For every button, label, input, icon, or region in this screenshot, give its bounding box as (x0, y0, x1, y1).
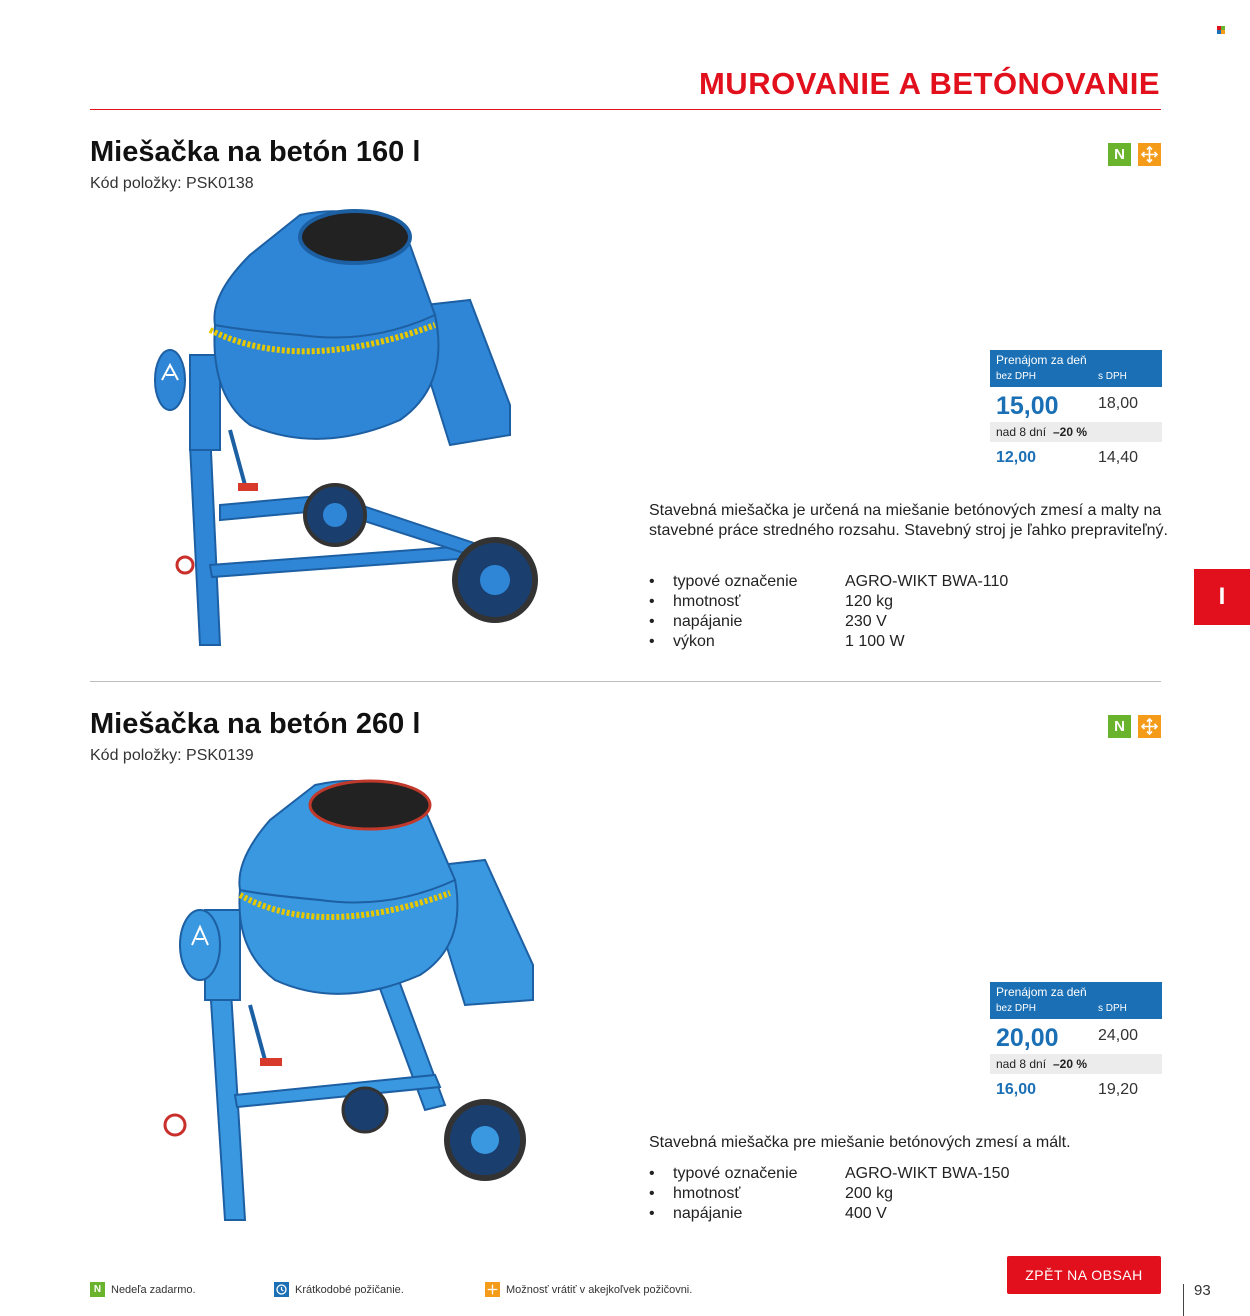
price-table (990, 982, 1162, 1104)
back-to-contents-button[interactable]: ZPĚT NA OBSAH (1007, 1256, 1161, 1294)
discounted-price-vat: 14,40 (1098, 449, 1139, 466)
price-header (990, 350, 1162, 387)
product-description: Stavebná miešačka pre miešanie betónových zmesí a mált. (649, 1134, 1071, 1151)
daily-price-vat: 24,00 (1098, 1027, 1139, 1044)
product-code: Kód položky: PSK0138 (90, 175, 254, 192)
discount-value: –20 % (1053, 1057, 1088, 1071)
section-title: MUROVANIE A BETÓNOVANIE (698, 66, 1160, 101)
discounted-price: 16,00 (996, 1081, 1037, 1098)
price-table (990, 350, 1162, 472)
price-col-with-vat: s DPH (1098, 1003, 1127, 1014)
spec-list (649, 573, 1069, 653)
spec-key: napájanie (673, 613, 743, 630)
chapter-tab[interactable]: I (1194, 569, 1250, 625)
price-header (990, 982, 1162, 1019)
bullet: • (649, 1185, 655, 1202)
page-number-divider (1183, 1284, 1184, 1316)
spec-row (649, 1165, 1069, 1185)
legend-sunday-free (90, 1282, 196, 1297)
bullet: • (649, 613, 655, 630)
price-header-label: Prenájom za deň (996, 985, 1087, 999)
daily-price: 20,00 (996, 1024, 1059, 1052)
spec-row (649, 613, 1069, 633)
daily-price: 15,00 (996, 392, 1059, 420)
spec-value: 120 kg (845, 593, 894, 610)
price-col-without-vat: bez DPH (996, 371, 1037, 382)
spec-key: napájanie (673, 1205, 743, 1222)
sunday-free-badge: N (1108, 143, 1131, 166)
product-divider (90, 681, 1161, 682)
discounted-price: 12,00 (996, 449, 1037, 466)
discount-label: nad 8 dní (996, 1057, 1047, 1071)
spec-key: výkon (673, 633, 715, 650)
spec-value: 200 kg (845, 1185, 894, 1202)
spec-value: 1 100 W (845, 633, 905, 650)
legend-short-term (274, 1282, 404, 1297)
corner-logo-mark (1217, 26, 1225, 34)
price-col-without-vat: bez DPH (996, 1003, 1037, 1014)
spec-value: 230 V (845, 613, 887, 630)
spec-row (649, 593, 1069, 613)
legend-label: Možnosť vrátiť v akejkoľvek požičovni. (506, 1283, 693, 1296)
legend-label: Krátkodobé požičanie. (295, 1283, 404, 1296)
spec-key: hmotnosť (673, 1185, 741, 1202)
spec-value: AGRO-WIKT BWA-150 (845, 1165, 1010, 1182)
product-title: Miešačka na betón 160 l (90, 136, 421, 168)
sunday-free-badge: N (1108, 715, 1131, 738)
price-header-label: Prenájom za deň (996, 353, 1087, 367)
spec-key: typové označenie (673, 1165, 798, 1182)
return-anywhere-icon (1138, 715, 1161, 738)
product-title: Miešačka na betón 260 l (90, 708, 421, 740)
legend-return-anywhere (485, 1282, 692, 1297)
spec-row (649, 573, 1069, 593)
discounted-price-vat: 19,20 (1098, 1081, 1139, 1098)
sunday-free-icon: N (90, 1282, 105, 1297)
price-col-with-vat: s DPH (1098, 371, 1127, 382)
spec-list (649, 1165, 1069, 1225)
spec-key: typové označenie (673, 573, 798, 590)
concrete-mixer-160-image (150, 205, 540, 650)
daily-price-vat: 18,00 (1098, 395, 1139, 412)
return-anywhere-icon (1138, 143, 1161, 166)
bullet: • (649, 593, 655, 610)
spec-value: 400 V (845, 1205, 887, 1222)
bullet: • (649, 1205, 655, 1222)
product-description: Stavebná miešačka je určená na miešanie betónových zmesí a malty na stavebné práce stredného rozsahu. Stavebný stroj je ľahko prepraviteľný. (649, 502, 1168, 539)
bullet: • (649, 573, 655, 590)
bullet: • (649, 633, 655, 650)
header-divider (90, 109, 1161, 110)
spec-key: hmotnosť (673, 593, 741, 610)
page-number: 93 (1194, 1282, 1211, 1299)
concrete-mixer-260-image (155, 775, 540, 1225)
arrows-icon (485, 1282, 500, 1297)
spec-row (649, 633, 1069, 653)
clock-icon (274, 1282, 289, 1297)
discount-value: –20 % (1053, 425, 1088, 439)
discount-row (990, 1054, 1162, 1074)
product-code: Kód položky: PSK0139 (90, 747, 254, 764)
spec-row (649, 1185, 1069, 1205)
legend-label: Nedeľa zadarmo. (111, 1283, 196, 1296)
spec-value: AGRO-WIKT BWA-110 (845, 573, 1009, 590)
discount-label: nad 8 dní (996, 425, 1047, 439)
bullet: • (649, 1165, 655, 1182)
spec-row (649, 1205, 1069, 1225)
discount-row (990, 422, 1162, 442)
